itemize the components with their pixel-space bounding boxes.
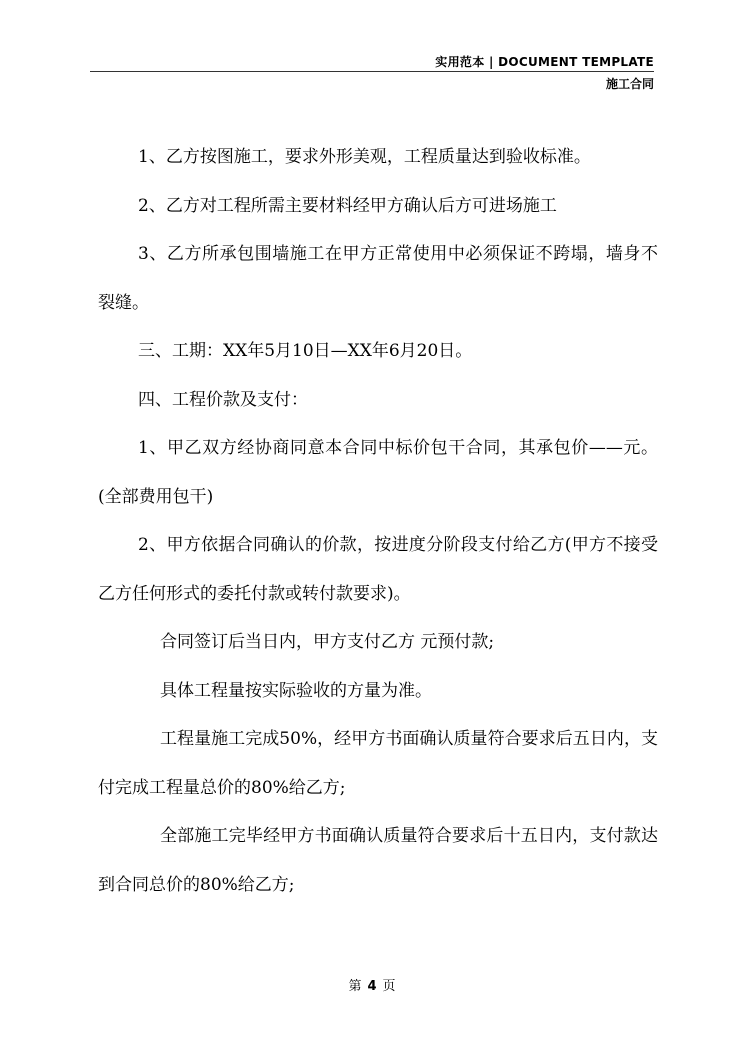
document-body bbox=[98, 133, 658, 909]
paragraph-progress-payment: 工程量施工完成50%，经甲方书面确认质量符合要求后五日内，支付完成工程量总价的80%给乙方; bbox=[98, 729, 658, 798]
paragraph-requirement-1: 1、乙方按图施工，要求外形美观，工程质量达到验收标准。 bbox=[138, 147, 591, 167]
paragraph-payment-heading: 四、工程价款及支付： bbox=[138, 389, 308, 410]
paragraph-final-payment: 全部施工完毕经甲方书面确认质量符合要求后十五日内，支付款达到合同总价的80%给乙方; bbox=[98, 826, 658, 895]
paragraph-payment-1: 1、甲乙双方经协商同意本合同中标价包干合同，其承包价——元。(全部费用包干) bbox=[98, 438, 658, 507]
page-footer bbox=[0, 975, 744, 994]
paragraph-requirement-3: 3、乙方所承包围墙施工在甲方正常使用中必须保证不跨塌，墙身不裂缝。 bbox=[98, 244, 658, 313]
paragraph-prepayment: 合同签订后当日内，甲方支付乙方 元预付款; bbox=[160, 632, 495, 652]
header-title: 实用范本 | DOCUMENT TEMPLATE bbox=[435, 55, 654, 69]
header-subtitle: 施工合同 bbox=[605, 77, 654, 91]
page-number: 4 bbox=[367, 979, 377, 994]
paragraph-requirement-2: 2、乙方对工程所需主要材料经甲方确认后方可进场施工 bbox=[138, 195, 557, 216]
paragraph-schedule: 三、工期：XX年5月10日—XX年6月20日。 bbox=[138, 341, 473, 361]
header-divider bbox=[90, 71, 654, 72]
paragraph-payment-2: 2、甲方依据合同确认的价款，按进度分阶段支付给乙方(甲方不接受乙方任何形式的委托付款或转付款要求)。 bbox=[98, 535, 658, 604]
page-label-prefix: 第 bbox=[348, 979, 362, 994]
paragraph-measurement: 具体工程量按实际验收的方量为准。 bbox=[160, 680, 432, 701]
page-label-suffix: 页 bbox=[382, 979, 396, 994]
